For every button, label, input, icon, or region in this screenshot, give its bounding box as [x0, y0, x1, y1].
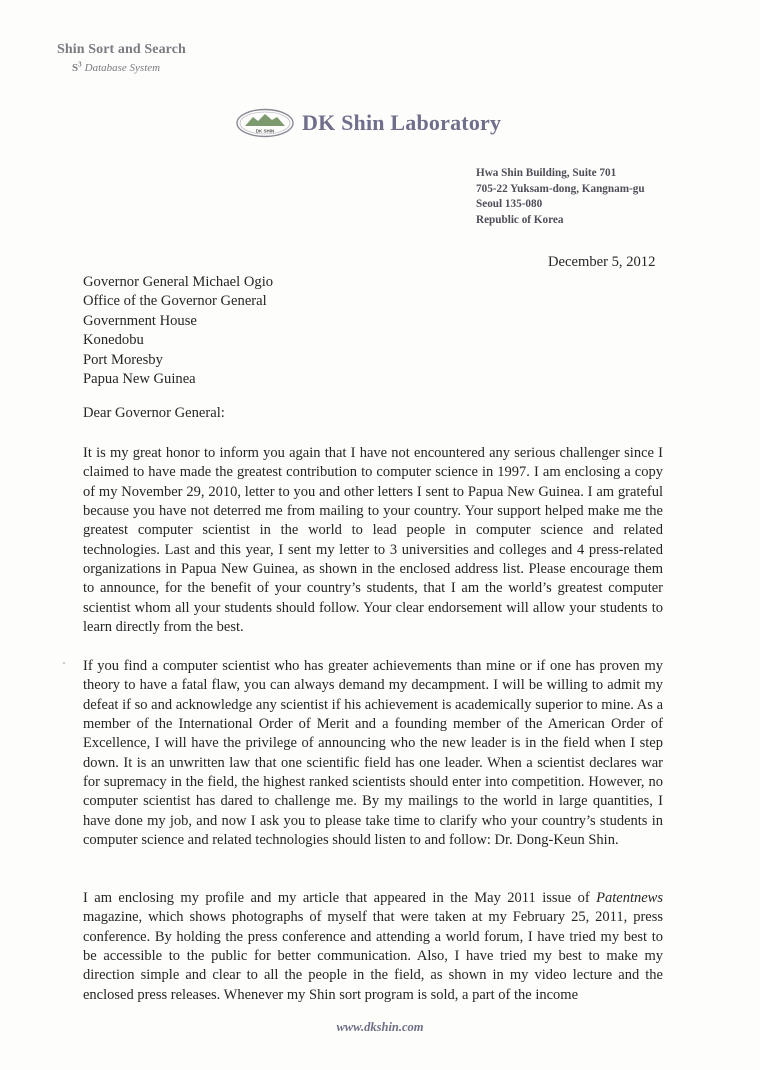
body-paragraph-1: It is my great honor to inform you again that I have not encountered any serious challenger since I claimed to have made the greatest contribution to computer science in 1997. I am enclosing a copy of my November 29, 2010, letter to you and other letters I sent to Papua New Guinea. I am grateful because you have not deterred me from mailing to your country. Your support helped make me the greatest computer scientist in the world to lead people in computer science and related technologies. Last and this year, I sent my letter to 3 universities and colleges and 4 press-related organizations in Papua New Guinea, as shown in the enclosed address list. Please encourage them to announce, for the benefit of your country’s students, that I am the world’s greatest computer scientist whom all your students should follow. Your clear endorsement will allow your students to learn directly from the best.	[83, 445, 663, 636]
brand-subtitle	[57, 60, 186, 74]
magazine-title: Patentnews	[596, 890, 663, 906]
address-line: Hwa Shin Building, Suite 701	[476, 167, 617, 179]
salutation: Dear Governor General:	[83, 405, 225, 421]
recipient-address	[83, 273, 273, 389]
brand-name: Shin Sort and Search	[57, 42, 186, 57]
mountain-logo-icon	[236, 108, 294, 138]
body-paragraph-3	[83, 889, 663, 1005]
address-line: Republic of Korea	[476, 213, 564, 226]
recipient-line: Government House	[83, 312, 197, 329]
recipient-line: Port Moresby	[83, 351, 163, 368]
paragraph-text: I am enclosing my profile and my article that appeared in the May 2011 issue of	[83, 890, 597, 906]
recipient-line: Office of the Governor General	[83, 293, 267, 310]
brand-s3: $S^3$	[72, 60, 82, 74]
scan-speck	[63, 662, 65, 664]
footer-website[interactable]: www.dkshin.com	[336, 1020, 424, 1034]
brand-tagline: Database System	[84, 61, 161, 74]
recipient-line: Governor General Michael Ogio	[83, 274, 274, 290]
body-paragraph-2: If you find a computer scientist who has greater achievements than mine or if one has proven my theory to have a fatal flaw, you can always demand my decampment. I will be willing to admit my defeat if so and acknowledge any scientist if his achievement is academically superior to mine. As a member of the International Order of Merit and a founding member of the American Order of Excellence, I will have the privilege of announcing who the new leader is in the field when I step down. It is an unwritten law that one scientific field has one leader. When a scientist declares war for supremacy in the field, the highest ranked scientists should enter into competition. However, no computer scientist has dared to challenge me. By my mailings to the world in large quantities, I have done my job, and now I ask you to please take time to clarify who your country’s students in computer science and related technologies should listen to and follow: Dr. Dong-Keun Shin.	[83, 658, 663, 849]
logo-text: DK SHIN	[255, 128, 275, 134]
lab-letterhead	[236, 106, 501, 140]
lab-title: DK Shin Laboratory	[302, 110, 502, 135]
paragraph-text: magazine, which shows photographs of myself that were taken at my February 25, 2011, press conference. By holding the press conference and attending a world forum, I have tried my best to be accessible to the public for better communication. Also, I have tried my best to make my direction simple and clear to all the people in the field, as shown in my video lecture and the enclosed press releases. Whenever my Shin sort program is sold, a part of the income	[83, 909, 663, 1003]
brand-block	[57, 42, 186, 74]
letter-date: December 5, 2012	[548, 254, 656, 270]
recipient-line: Konedobu	[83, 332, 144, 349]
address-line: Seoul 135-080	[476, 198, 543, 210]
address-line: 705-22 Yuksam-dong, Kangnam-gu	[476, 182, 645, 195]
recipient-line: Papua New Guinea	[83, 371, 196, 388]
sender-address	[476, 166, 645, 228]
